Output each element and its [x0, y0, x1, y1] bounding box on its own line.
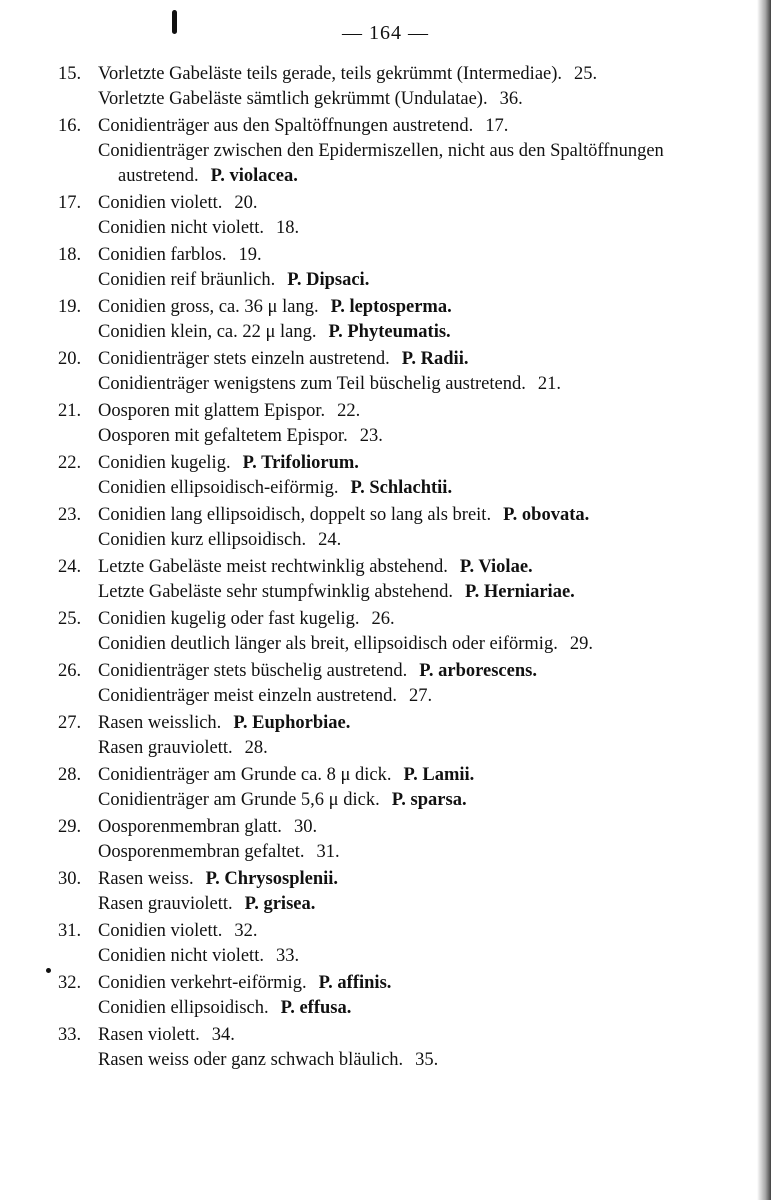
- entry-number: 16.: [58, 116, 82, 136]
- key-text: Conidienträger am Grunde 5,6 μ dick.: [98, 790, 380, 810]
- entry-number: 31.: [58, 921, 82, 941]
- entry-number: 32.: [58, 973, 82, 993]
- key-text: Conidienträger am Grunde ca. 8 μ dick.: [98, 765, 392, 785]
- key-entries: [0, 62, 771, 1075]
- species-name: P. Chrysosplenii.: [205, 869, 339, 889]
- key-line: [0, 971, 771, 996]
- key-line: [0, 580, 771, 605]
- entry-number: 15.: [58, 64, 82, 84]
- target-number: 36.: [499, 89, 523, 109]
- entry-number: 19.: [58, 297, 82, 317]
- key-line: [0, 919, 771, 944]
- entry-number: 17.: [58, 193, 82, 213]
- key-text: Rasen weiss oder ganz schwach bläulich.: [98, 1050, 404, 1070]
- species-name: P. Herniariae.: [465, 582, 575, 602]
- key-line: [0, 62, 771, 87]
- key-line: [0, 944, 771, 969]
- target-number: 20.: [234, 193, 258, 213]
- key-text: Oosporen mit gefaltetem Epispor.: [98, 426, 348, 446]
- species-name: P. Dipsaci.: [287, 270, 370, 290]
- key-text: Conidienträger zwischen den Epidermiszellen, nicht aus den Spaltöffnungen: [98, 141, 664, 161]
- key-entry: [0, 971, 771, 1021]
- page-number: — 164 —: [342, 22, 429, 44]
- target-number: 19.: [238, 245, 262, 265]
- key-line: [0, 996, 771, 1021]
- target-number: 28.: [244, 738, 268, 758]
- target-number: 30.: [293, 817, 318, 837]
- key-text: Oosporenmembran glatt.: [98, 817, 282, 837]
- key-line: [0, 684, 771, 709]
- key-text: Rasen weiss.: [98, 869, 194, 889]
- key-text: Letzte Gabeläste sehr stumpfwinklig abstehend.: [98, 582, 453, 602]
- species-name: P. obovata.: [503, 505, 590, 525]
- entry-number: 25.: [58, 609, 82, 629]
- key-text: Conidienträger meist einzeln austretend.: [98, 686, 397, 706]
- key-text: Conidien kugelig oder fast kugelig.: [98, 609, 360, 629]
- key-line: [0, 815, 771, 840]
- entry-number: 27.: [58, 713, 82, 733]
- key-text: Rasen weisslich.: [98, 713, 222, 733]
- key-entry: [0, 815, 771, 865]
- entry-number: 20.: [58, 349, 82, 369]
- target-number: 25.: [574, 64, 598, 84]
- key-text: Conidien klein, ca. 22 μ lang.: [98, 322, 317, 342]
- key-entry: [0, 451, 771, 501]
- target-number: 21.: [537, 374, 561, 394]
- entry-number: 21.: [58, 401, 82, 421]
- key-text: Conidien violett.: [98, 193, 223, 213]
- key-entry: [0, 763, 771, 813]
- key-text: Conidien kurz ellipsoidisch.: [98, 530, 307, 550]
- target-number: 22.: [337, 401, 361, 421]
- key-line: [0, 555, 771, 580]
- target-number: 34.: [211, 1025, 235, 1045]
- key-text: Conidien verkehrt-eiförmig.: [98, 973, 307, 993]
- key-line: [0, 268, 771, 293]
- key-line: [0, 840, 771, 865]
- key-line: [0, 191, 771, 216]
- key-entry: [0, 62, 771, 112]
- key-line: [0, 892, 771, 917]
- key-line: [0, 164, 771, 189]
- species-name: P. leptosperma.: [330, 297, 452, 317]
- key-line: [0, 528, 771, 553]
- species-name: P. arborescens.: [419, 661, 537, 681]
- key-text: Conidienträger stets einzeln austretend.: [98, 349, 390, 369]
- key-text: Conidien deutlich länger als breit, ellipsoidisch oder eiförmig.: [98, 634, 558, 654]
- key-entry: [0, 711, 771, 761]
- key-line: [0, 476, 771, 501]
- key-text: Conidien kugelig.: [98, 453, 231, 473]
- species-name: P. Phyteumatis.: [328, 322, 451, 342]
- key-line: [0, 320, 771, 345]
- key-text: Conidien ellipsoidisch.: [98, 998, 269, 1018]
- key-text: Conidien lang ellipsoidisch, doppelt so lang als breit.: [98, 505, 492, 525]
- target-number: 32.: [234, 921, 258, 941]
- species-name: P. affinis.: [318, 973, 392, 993]
- species-name: P. Violae.: [459, 557, 533, 577]
- key-line: [0, 632, 771, 657]
- key-entry: [0, 919, 771, 969]
- key-line: [0, 295, 771, 320]
- species-name: P. effusa.: [280, 998, 352, 1018]
- target-number: 24.: [318, 530, 342, 550]
- key-entry: [0, 607, 771, 657]
- key-text: austretend.: [118, 166, 199, 186]
- key-entry: [0, 347, 771, 397]
- species-name: P. sparsa.: [391, 790, 467, 810]
- key-line: [0, 659, 771, 684]
- key-line: [0, 347, 771, 372]
- key-text: Conidien nicht violett.: [98, 946, 264, 966]
- key-text: Rasen grauviolett.: [98, 738, 233, 758]
- entry-number: 29.: [58, 817, 82, 837]
- key-text: Conidienträger wenigstens zum Teil büschelig austretend.: [98, 374, 526, 394]
- key-text: Conidienträger stets büschelig austretend.: [98, 661, 408, 681]
- key-line: [0, 503, 771, 528]
- target-number: 29.: [569, 634, 593, 654]
- entry-number: 30.: [58, 869, 82, 889]
- entry-number: 24.: [58, 557, 82, 577]
- key-entry: [0, 191, 771, 241]
- target-number: 23.: [359, 426, 383, 446]
- key-text: Conidien nicht violett.: [98, 218, 264, 238]
- key-text: Vorletzte Gabeläste sämtlich gekrümmt (Undulatae).: [98, 89, 488, 109]
- key-line: [0, 139, 771, 164]
- key-text: Conidien farblos.: [98, 245, 227, 265]
- entry-number: 26.: [58, 661, 82, 681]
- target-number: 27.: [408, 686, 433, 706]
- entry-number: 23.: [58, 505, 82, 525]
- target-number: 18.: [275, 218, 300, 238]
- key-line: [0, 399, 771, 424]
- key-entry: [0, 555, 771, 605]
- key-line: [0, 763, 771, 788]
- key-line: [0, 1023, 771, 1048]
- key-text: Oosporenmembran gefaltet.: [98, 842, 305, 862]
- key-entry: [0, 399, 771, 449]
- species-name: P. Schlachtii.: [350, 478, 453, 498]
- key-text: Vorletzte Gabeläste teils gerade, teils gekrümmt (Intermediae).: [98, 64, 563, 84]
- key-text: Rasen grauviolett.: [98, 894, 233, 914]
- target-number: 26.: [371, 609, 395, 629]
- species-name: P. Radii.: [401, 349, 469, 369]
- key-text: Conidien reif bräunlich.: [98, 270, 276, 290]
- key-text: Letzte Gabeläste meist rechtwinklig abstehend.: [98, 557, 448, 577]
- species-name: P. grisea.: [244, 894, 316, 914]
- key-line: [0, 114, 771, 139]
- key-entry: [0, 243, 771, 293]
- key-entry: [0, 659, 771, 709]
- target-number: 33.: [275, 946, 300, 966]
- species-name: P. Trifoliorum.: [242, 453, 359, 473]
- key-text: Conidien ellipsoidisch-eiförmig.: [98, 478, 339, 498]
- key-entry: [0, 1023, 771, 1073]
- entry-number: 18.: [58, 245, 82, 265]
- target-number: 17.: [485, 116, 509, 136]
- key-text: Conidien gross, ca. 36 μ lang.: [98, 297, 319, 317]
- key-entry: [0, 503, 771, 553]
- key-line: [0, 788, 771, 813]
- target-number: 35.: [415, 1050, 439, 1070]
- key-line: [0, 711, 771, 736]
- key-line: [0, 607, 771, 632]
- key-entry: [0, 114, 771, 189]
- key-line: [0, 243, 771, 268]
- key-text: Conidienträger aus den Spaltöffnungen austretend.: [98, 116, 474, 136]
- key-entry: [0, 867, 771, 917]
- species-name: P. violacea.: [210, 166, 298, 186]
- key-text: Conidien violett.: [98, 921, 223, 941]
- key-line: [0, 372, 771, 397]
- entry-number: 22.: [58, 453, 82, 473]
- key-line: [0, 867, 771, 892]
- key-entry: [0, 295, 771, 345]
- key-line: [0, 424, 771, 449]
- target-number: 31.: [316, 842, 340, 862]
- key-text: Rasen violett.: [98, 1025, 200, 1045]
- species-name: P. Euphorbiae.: [233, 713, 351, 733]
- key-line: [0, 1048, 771, 1073]
- species-name: P. Lamii.: [403, 765, 475, 785]
- key-line: [0, 451, 771, 476]
- key-line: [0, 216, 771, 241]
- key-text: Oosporen mit glattem Epispor.: [98, 401, 326, 421]
- key-line: [0, 736, 771, 761]
- entry-number: 33.: [58, 1025, 82, 1045]
- key-line: [0, 87, 771, 112]
- entry-number: 28.: [58, 765, 82, 785]
